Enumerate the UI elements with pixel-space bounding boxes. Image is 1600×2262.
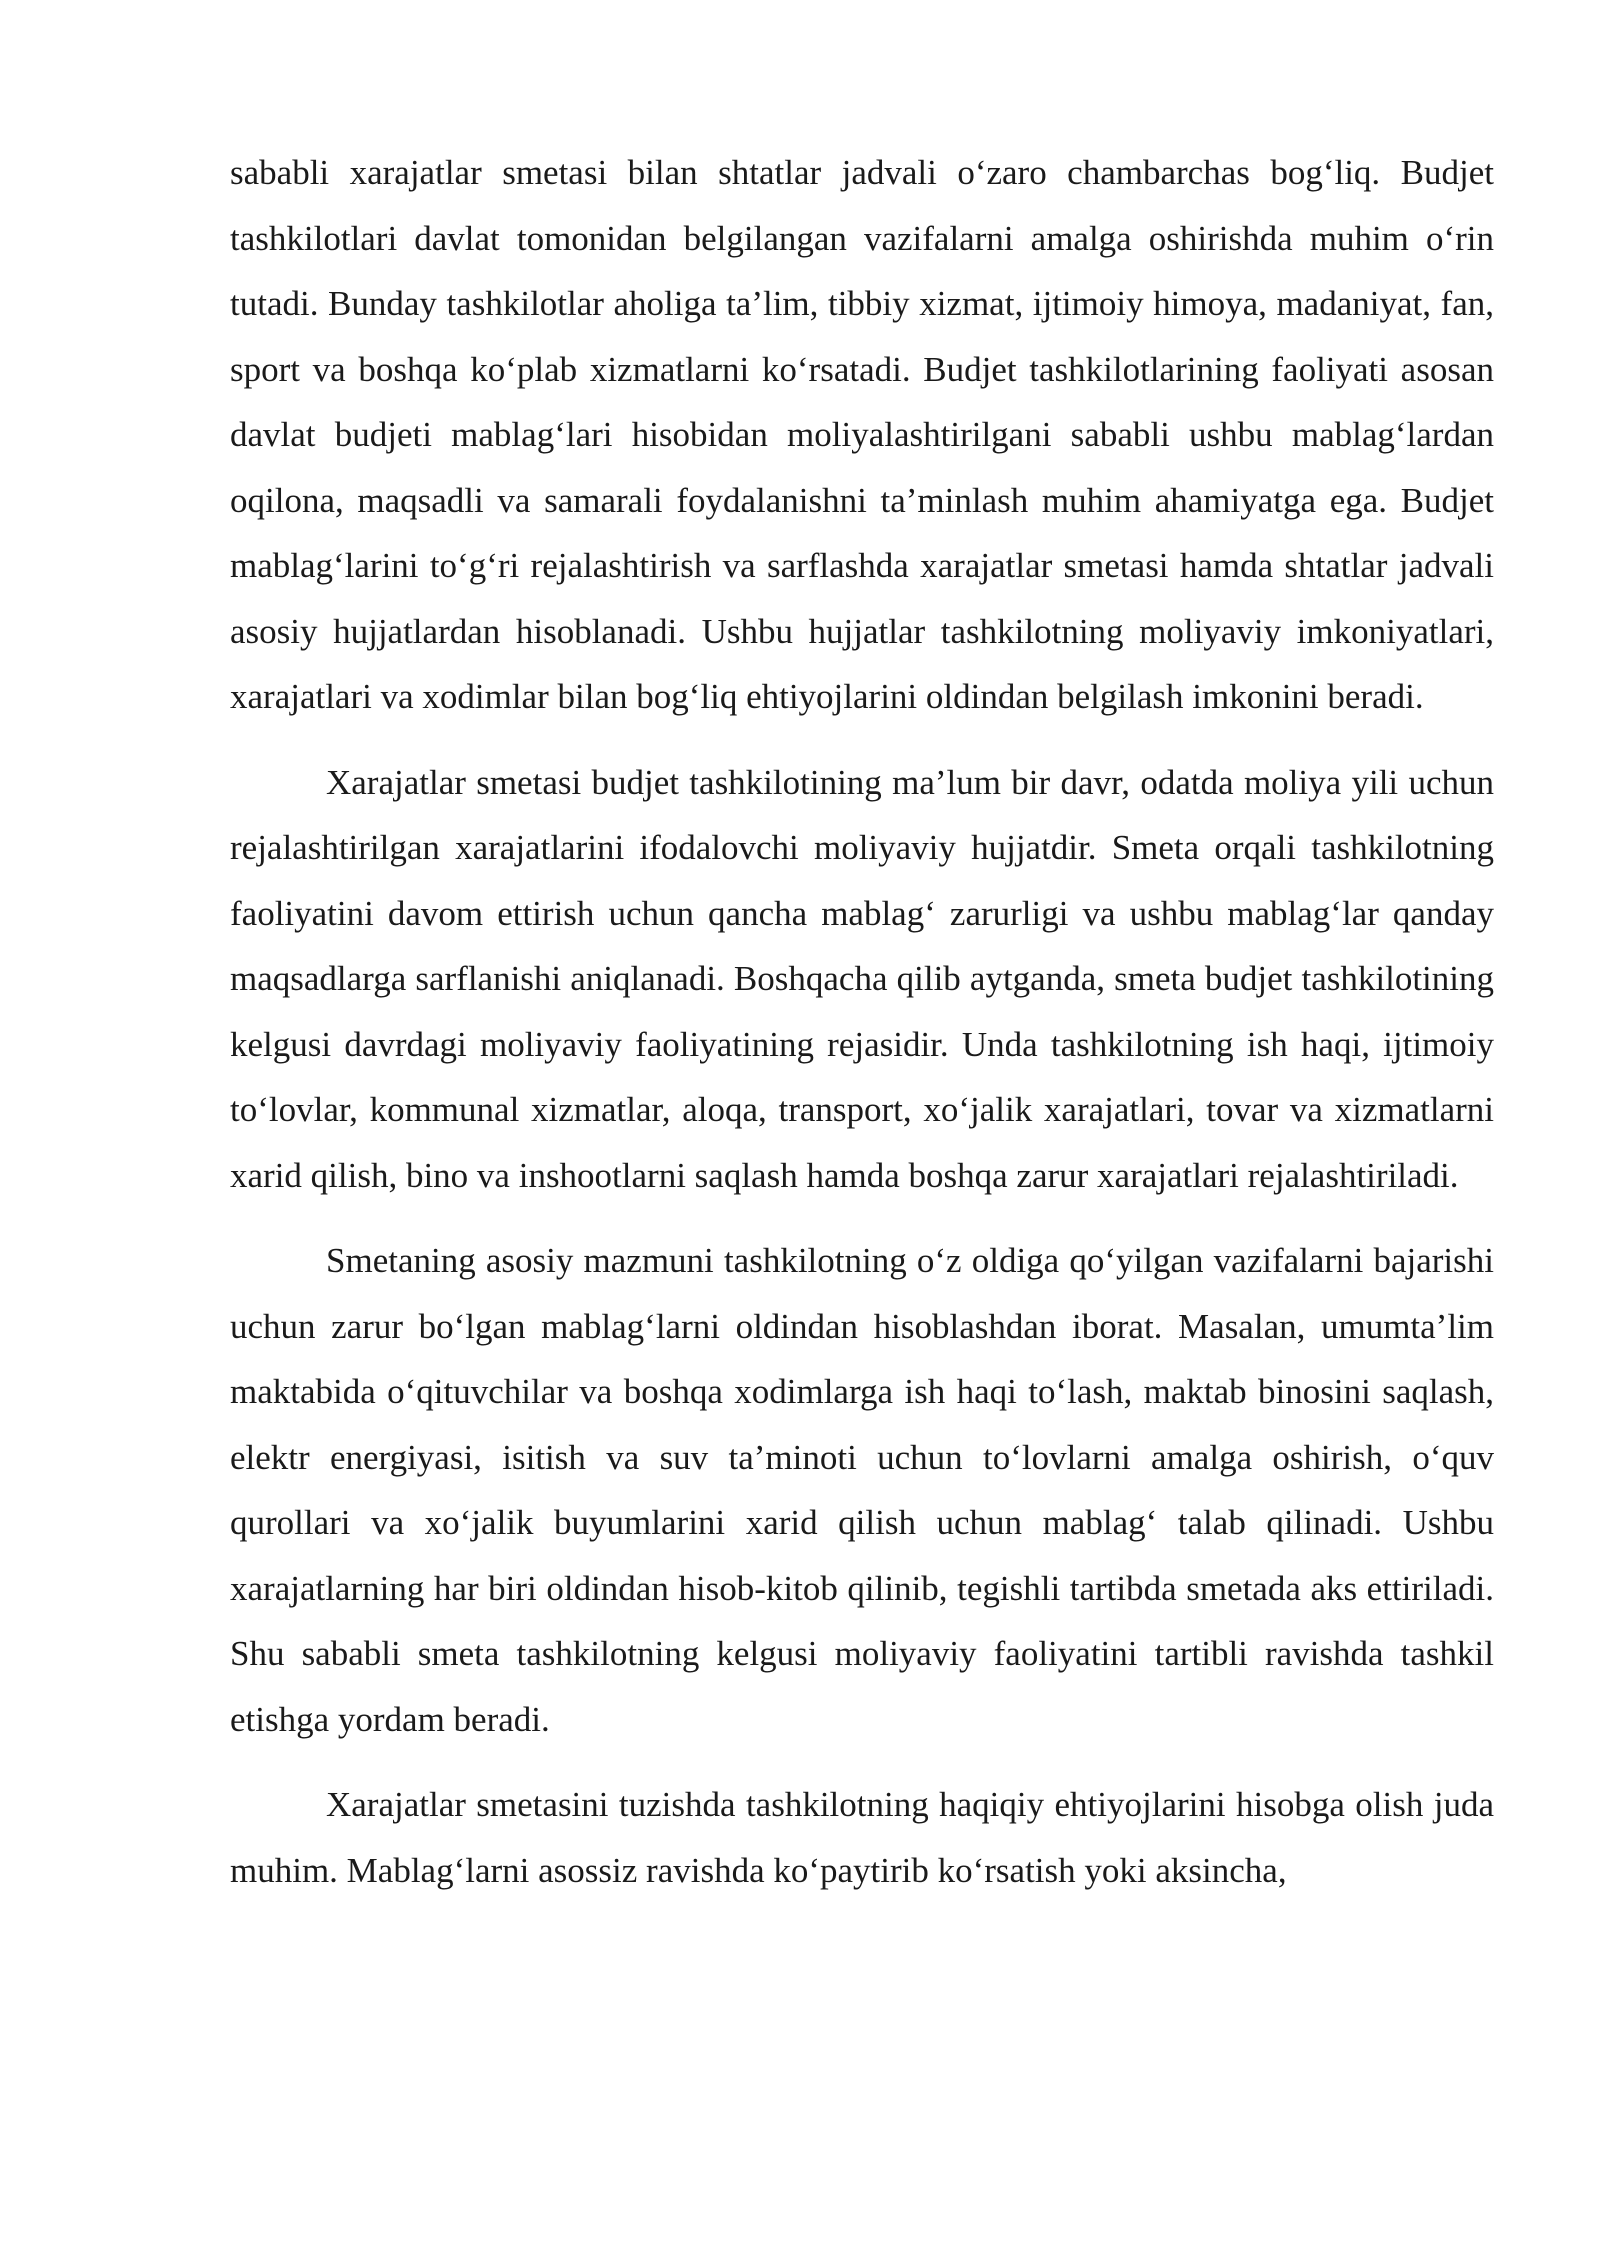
paragraph-expense-estimate-definition: Xarajatlar smetasi budjet tashkilotining ma’lum bir davr, odatda moliya yili uchun rejalashtirilgan xarajatlarini ifodalovchi moliyaviy hujjatdir. Smeta orqali tashkilotning faoliyatini davom ettirish uchun qancha mablag‘ zarurligi va ushbu mablag‘lar qanday maqsadlarga sarflanishi aniqlanadi. Boshqacha qilib aytganda, smeta budjet tashkilotining kelgusi davrdagi moliyaviy faoliyatining rejasidir. Unda tashkilotning ish haqi, ijtimoiy to‘lovlar, kommunal xizmatlar, aloqa, transport, xo‘jalik xarajatlari, tovar va xizmatlarni xarid qilish, bino va inshootlarni saqlash hamda boshqa zarur xarajatlari rejalashtiriladi. xyxy=(230,762,1494,1195)
document-page xyxy=(230,140,1494,1903)
paragraph-estimate-content: Smetaning asosiy mazmuni tashkilotning o‘z oldiga qo‘yilgan vazifalarni bajarishi uchun zarur bo‘lgan mablag‘larni oldindan hisoblashdan iborat. Masalan, umumta’lim maktabida o‘qituvchilar va boshqa xodimlarga ish haqi to‘lash, maktab binosini saqlash, elektr energiyasi, isitish va suv ta’minoti uchun to‘lovlarni amalga oshirish, o‘quv qurollari va xo‘jalik buyumlarini xarid qilish uchun mablag‘ talab qilinadi. Ushbu xarajatlarning har biri oldindan hisob-kitob qilinib, tegishli tartibda smetada aks ettiriladi. Shu sababli smeta tashkilotning kelgusi moliyaviy faoliyatini tartibli ravishda tashkil etishga yordam beradi. xyxy=(230,1241,1494,1739)
paragraph-real-needs: Xarajatlar smetasini tuzishda tashkilotning haqiqiy ehtiyojlarini hisobga olish juda muhim. Mablag‘larni asossiz ravishda ko‘paytirib ko‘rsatish yoki aksincha, xyxy=(230,1785,1494,1890)
paragraph-continuation: sababli xarajatlar smetasi bilan shtatlar jadvali o‘zaro chambarchas bog‘liq. Budjet tashkilotlari davlat tomonidan belgilangan vazifalarni amalga oshirishda muhim o‘rin tutadi. Bunday tashkilotlar aholiga ta’lim, tibbiy xizmat, ijtimoiy himoya, madaniyat, fan, sport va boshqa ko‘plab xizmatlarni ko‘rsatadi. Budjet tashkilotlarining faoliyati asosan davlat budjeti mablag‘lari hisobidan moliyalashtirilgani sababli ushbu mablag‘lardan oqilona, maqsadli va samarali foydalanishni ta’minlash muhim ahamiyatga ega. Budjet mablag‘larini to‘g‘ri rejalashtirish va sarflashda xarajatlar smetasi hamda shtatlar jadvali asosiy hujjatlardan hisoblanadi. Ushbu hujjatlar tashkilotning moliyaviy imkoniyatlari, xarajatlari va xodimlar bilan bog‘liq ehtiyojlarini oldindan belgilash imkonini beradi. xyxy=(230,153,1494,716)
